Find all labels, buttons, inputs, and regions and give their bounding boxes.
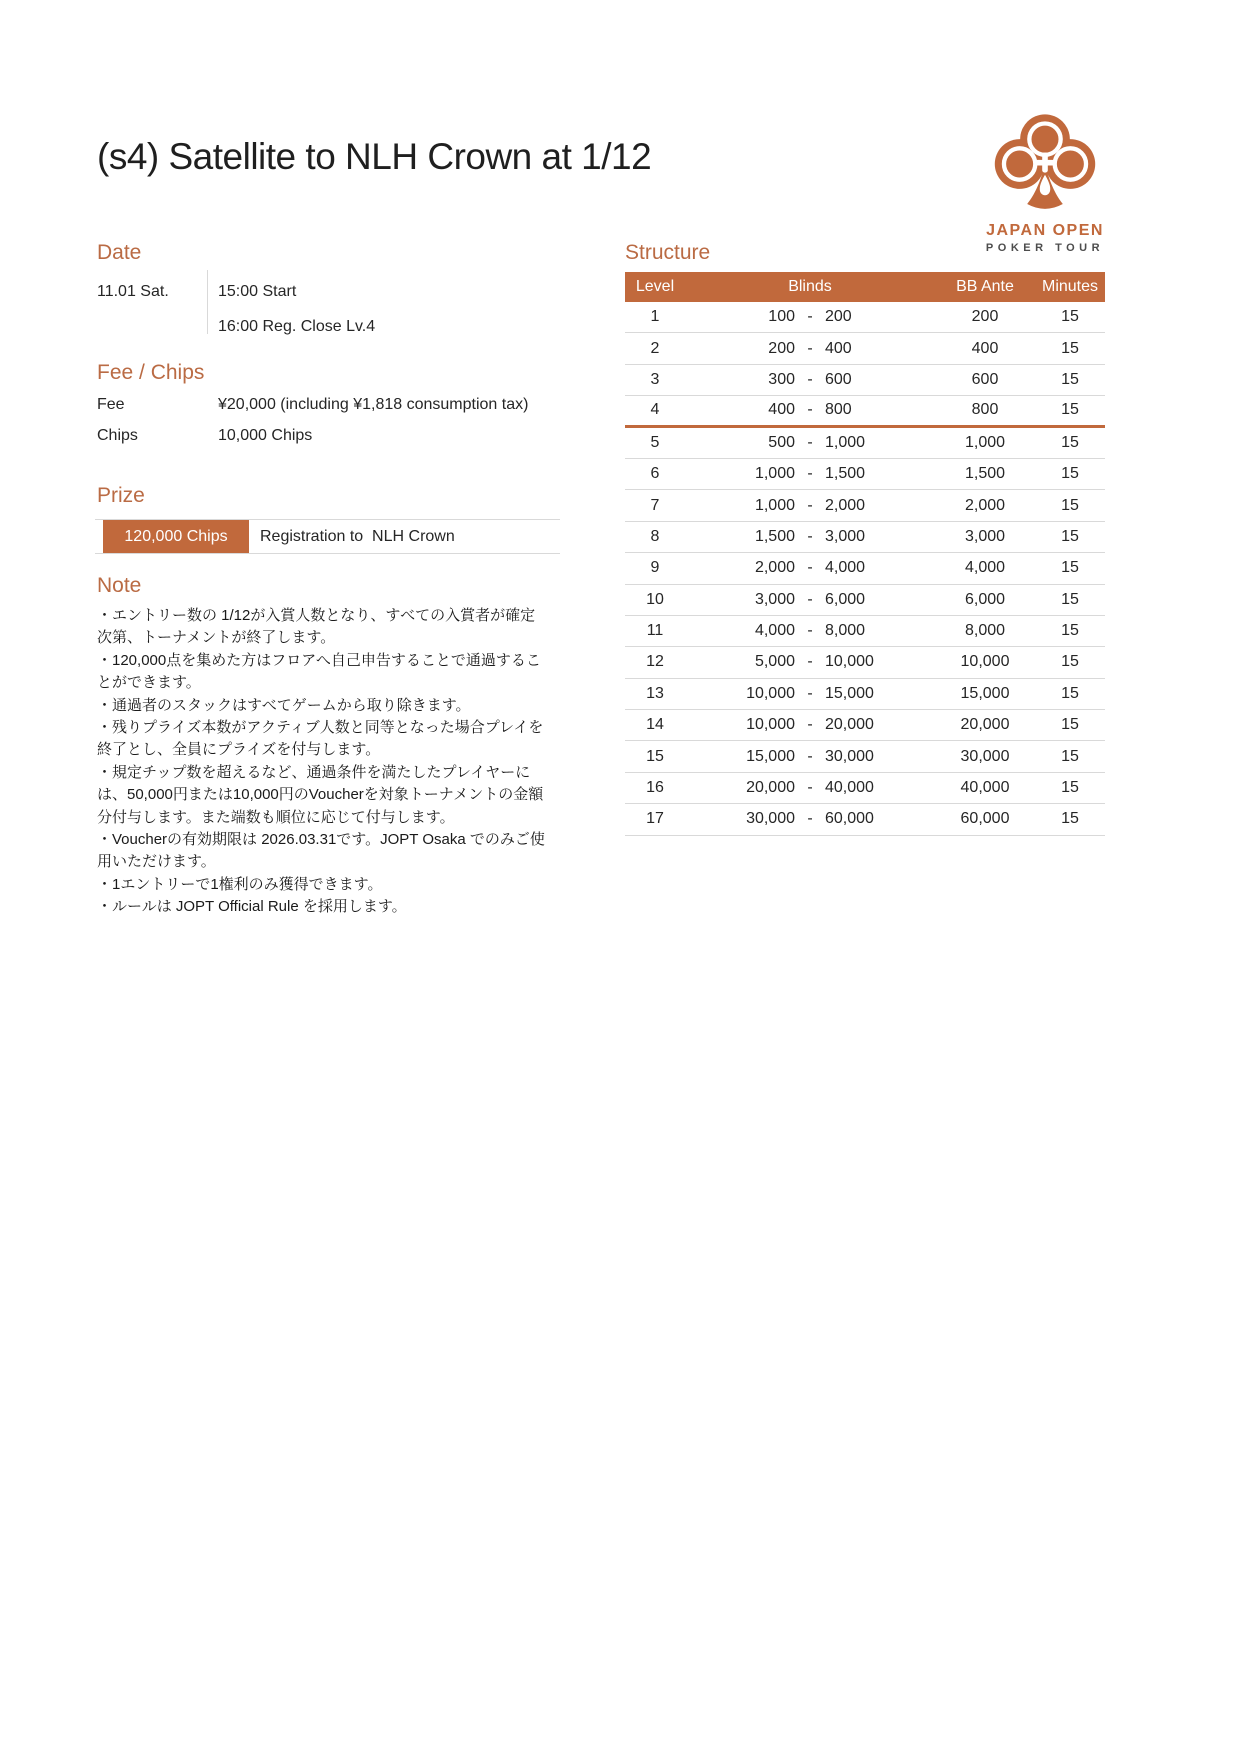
- cell-blinds: [685, 716, 935, 734]
- page-title: (s4) Satellite to NLH Crown at 1/12: [97, 136, 652, 177]
- cell-minutes: 15: [1061, 496, 1079, 514]
- jopt-logo: [980, 108, 1110, 254]
- club-clover-icon: [991, 108, 1099, 220]
- small-blind: 20,000: [746, 779, 795, 797]
- note-line: ・120,000点を集めた方はフロアへ自己申告することで通過するこ: [97, 651, 541, 669]
- blinds-dash: -: [807, 433, 813, 451]
- prize-chips-badge: 120,000 Chips: [103, 520, 249, 553]
- blinds-dash: -: [807, 527, 813, 545]
- small-blind: 1,500: [754, 527, 795, 545]
- small-blind: 10,000: [746, 716, 795, 734]
- cell-level: 3: [650, 370, 660, 388]
- cell-blinds: [685, 748, 935, 766]
- table-row: [625, 773, 1105, 804]
- cell-blinds: [685, 465, 935, 483]
- blinds-dash: -: [807, 370, 813, 388]
- table-row: [625, 459, 1105, 490]
- small-blind: 1,000: [754, 465, 795, 483]
- big-blind: 6,000: [825, 590, 866, 608]
- note-text: [97, 605, 567, 919]
- cell-minutes: 15: [1061, 747, 1079, 765]
- cell-minutes: 15: [1061, 622, 1079, 640]
- prize-row: [95, 519, 560, 554]
- big-blind: 40,000: [825, 779, 874, 797]
- table-row: [625, 302, 1105, 333]
- cell-minutes: 15: [1061, 779, 1079, 797]
- big-blind: 1,000: [825, 433, 866, 451]
- blinds-dash: -: [807, 810, 813, 828]
- small-blind: 400: [768, 401, 795, 419]
- small-blind: 2,000: [754, 559, 795, 577]
- cell-level: 14: [646, 716, 664, 734]
- big-blind: 20,000: [825, 716, 874, 734]
- cell-blinds: [685, 685, 935, 703]
- cell-minutes: 15: [1061, 401, 1079, 419]
- cell-bb-ante: 30,000: [960, 747, 1010, 765]
- cell-level: 5: [650, 433, 660, 451]
- blinds-dash: -: [807, 622, 813, 640]
- note-line: ・残りプライズ本数がアクティブ人数と同等となった場合プレイを: [97, 719, 544, 737]
- logo-text-japan-open: JAPAN OPEN: [986, 222, 1104, 239]
- small-blind: 15,000: [746, 747, 795, 765]
- small-blind: 500: [768, 433, 795, 451]
- cell-bb-ante: 2,000: [964, 496, 1006, 514]
- structure-table: [625, 272, 1105, 836]
- note-line: 次第、トーナメントが終了します。: [97, 629, 336, 647]
- table-row: [625, 428, 1105, 459]
- table-row: [625, 333, 1105, 364]
- date-reg-close: 16:00 Reg. Close Lv.4: [218, 318, 376, 335]
- cell-bb-ante: 60,000: [960, 810, 1010, 828]
- table-row: [625, 396, 1105, 427]
- cell-bb-ante: 1,000: [964, 433, 1006, 451]
- cell-blinds: [685, 810, 935, 828]
- note-line: ・1エントリーで1権利のみ獲得できます。: [97, 875, 383, 893]
- cell-level: 6: [650, 465, 660, 483]
- blinds-dash: -: [807, 308, 813, 326]
- cell-minutes: 15: [1061, 653, 1079, 671]
- table-row: [625, 679, 1105, 710]
- big-blind: 10,000: [825, 653, 874, 671]
- cell-bb-ante: 400: [971, 339, 999, 357]
- big-blind: 4,000: [825, 559, 866, 577]
- cell-bb-ante: 6,000: [964, 590, 1006, 608]
- col-header-blinds: Blinds: [788, 278, 832, 295]
- big-blind: 2,000: [825, 496, 866, 514]
- cell-level: 4: [650, 401, 660, 419]
- cell-level: 8: [650, 527, 660, 545]
- cell-minutes: 15: [1061, 433, 1079, 451]
- small-blind: 3,000: [754, 590, 795, 608]
- cell-blinds: [685, 559, 935, 577]
- small-blind: 4,000: [754, 622, 795, 640]
- date-day: 11.01 Sat.: [97, 283, 169, 300]
- small-blind: 100: [768, 308, 795, 326]
- cell-blinds: [685, 497, 935, 515]
- structure-table-header: [625, 272, 1105, 302]
- note-line: 終了とし、全員にプライズを付与します。: [97, 741, 381, 759]
- col-header-bb-ante: BB Ante: [956, 278, 1014, 295]
- cell-blinds: [685, 371, 935, 389]
- fee-label: Fee: [97, 396, 125, 413]
- cell-level: 1: [650, 308, 660, 326]
- date-heading: Date: [97, 241, 142, 264]
- cell-bb-ante: 800: [971, 401, 999, 419]
- date-start-time: 15:00 Start: [218, 283, 297, 300]
- big-blind: 15,000: [825, 684, 874, 702]
- cell-minutes: 15: [1061, 684, 1079, 702]
- big-blind: 1,500: [825, 465, 866, 483]
- cell-minutes: 15: [1061, 339, 1079, 357]
- note-line: ・通過者のスタックはすべてゲームから取り除きます。: [97, 696, 471, 714]
- big-blind: 200: [825, 308, 852, 326]
- small-blind: 30,000: [746, 810, 795, 828]
- cell-minutes: 15: [1061, 590, 1079, 608]
- cell-blinds: [685, 340, 935, 358]
- cell-blinds: [685, 528, 935, 546]
- small-blind: 300: [768, 370, 795, 388]
- note-line: ・エントリー数の 1/12が入賞人数となり、すべての入賞者が確定: [97, 607, 536, 624]
- blinds-dash: -: [807, 465, 813, 483]
- cell-bb-ante: 15,000: [960, 684, 1010, 702]
- logo-text-poker-tour: POKER TOUR: [985, 242, 1105, 254]
- table-row: [625, 710, 1105, 741]
- date-divider: [207, 270, 208, 334]
- table-row: [625, 616, 1105, 647]
- blinds-dash: -: [807, 684, 813, 702]
- note-line: とができます。: [97, 674, 201, 692]
- big-blind: 600: [825, 370, 852, 388]
- blinds-dash: -: [807, 747, 813, 765]
- cell-minutes: 15: [1061, 465, 1079, 483]
- cell-bb-ante: 200: [971, 308, 999, 326]
- table-row: [625, 804, 1105, 835]
- cell-minutes: 15: [1061, 527, 1079, 545]
- note-line: ・ルールは JOPT Official Rule を採用します。: [97, 898, 407, 916]
- cell-bb-ante: 3,000: [964, 527, 1006, 545]
- note-heading: Note: [97, 574, 142, 597]
- note-line: は、50,000円または10,000円のVoucherを対象トーナメントの金額: [97, 786, 544, 804]
- note-line: ・規定チップ数を超えるなど、通過条件を満たしたプレイヤーに: [97, 763, 531, 781]
- cell-blinds: [685, 401, 935, 419]
- fee-chips-heading: Fee / Chips: [97, 361, 205, 384]
- small-blind: 10,000: [746, 684, 795, 702]
- big-blind: 8,000: [825, 622, 866, 640]
- cell-minutes: 15: [1061, 370, 1079, 388]
- table-row: [625, 647, 1105, 678]
- cell-level: 11: [646, 622, 664, 640]
- big-blind: 30,000: [825, 747, 874, 765]
- note-line: 用いただけます。: [97, 853, 216, 871]
- table-row: [625, 585, 1105, 616]
- table-row: [625, 365, 1105, 396]
- cell-blinds: [685, 308, 935, 326]
- chips-label: Chips: [97, 427, 138, 444]
- cell-bb-ante: 600: [971, 370, 999, 388]
- blinds-dash: -: [807, 590, 813, 608]
- structure-table-body: [625, 302, 1105, 836]
- table-row: [625, 490, 1105, 521]
- fee-value: ¥20,000 (including ¥1,818 consumption tax): [218, 396, 529, 413]
- blinds-dash: -: [807, 716, 813, 734]
- big-blind: 800: [825, 401, 852, 419]
- cell-level: 13: [646, 684, 664, 702]
- cell-minutes: 15: [1061, 308, 1079, 326]
- cell-minutes: 15: [1061, 559, 1079, 577]
- prize-description: Registration to NLH Crown: [260, 527, 455, 545]
- small-blind: 200: [768, 339, 795, 357]
- cell-blinds: [685, 591, 935, 609]
- small-blind: 5,000: [754, 653, 795, 671]
- big-blind: 60,000: [825, 810, 874, 828]
- cell-bb-ante: 20,000: [960, 716, 1010, 734]
- cell-minutes: 15: [1061, 810, 1079, 828]
- table-row: [625, 522, 1105, 553]
- small-blind: 1,000: [754, 496, 795, 514]
- cell-bb-ante: 8,000: [964, 622, 1006, 640]
- cell-blinds: [685, 434, 935, 452]
- cell-bb-ante: 1,500: [964, 465, 1006, 483]
- cell-bb-ante: 10,000: [960, 653, 1010, 671]
- note-line: 分付与します。また端数も順位に応じて付与します。: [97, 808, 455, 826]
- prize-heading: Prize: [97, 484, 145, 507]
- cell-minutes: 15: [1061, 716, 1079, 734]
- big-blind: 400: [825, 339, 852, 357]
- col-header-level: Level: [635, 278, 675, 295]
- cell-level: 12: [646, 653, 664, 671]
- structure-heading: Structure: [625, 241, 711, 264]
- cell-level: 2: [650, 339, 660, 357]
- col-header-minutes: Minutes: [1041, 278, 1099, 295]
- table-row: [625, 741, 1105, 772]
- cell-level: 7: [650, 496, 660, 514]
- blinds-dash: -: [807, 339, 813, 357]
- cell-level: 9: [650, 559, 660, 577]
- big-blind: 3,000: [825, 527, 866, 545]
- blinds-dash: -: [807, 779, 813, 797]
- cell-level: 16: [646, 779, 664, 797]
- cell-level: 17: [646, 810, 664, 828]
- blinds-dash: -: [807, 653, 813, 671]
- blinds-dash: -: [807, 496, 813, 514]
- cell-bb-ante: 4,000: [964, 559, 1006, 577]
- cell-blinds: [685, 653, 935, 671]
- note-line: ・Voucherの有効期限は 2026.03.31です。JOPT Osaka でのみご使: [97, 831, 545, 849]
- chips-value: 10,000 Chips: [218, 427, 313, 444]
- cell-level: 15: [646, 747, 664, 765]
- cell-bb-ante: 40,000: [960, 779, 1010, 797]
- cell-blinds: [685, 622, 935, 640]
- blinds-dash: -: [807, 401, 813, 419]
- cell-level: 10: [646, 590, 664, 608]
- blinds-dash: -: [807, 559, 813, 577]
- table-row: [625, 553, 1105, 584]
- cell-blinds: [685, 779, 935, 797]
